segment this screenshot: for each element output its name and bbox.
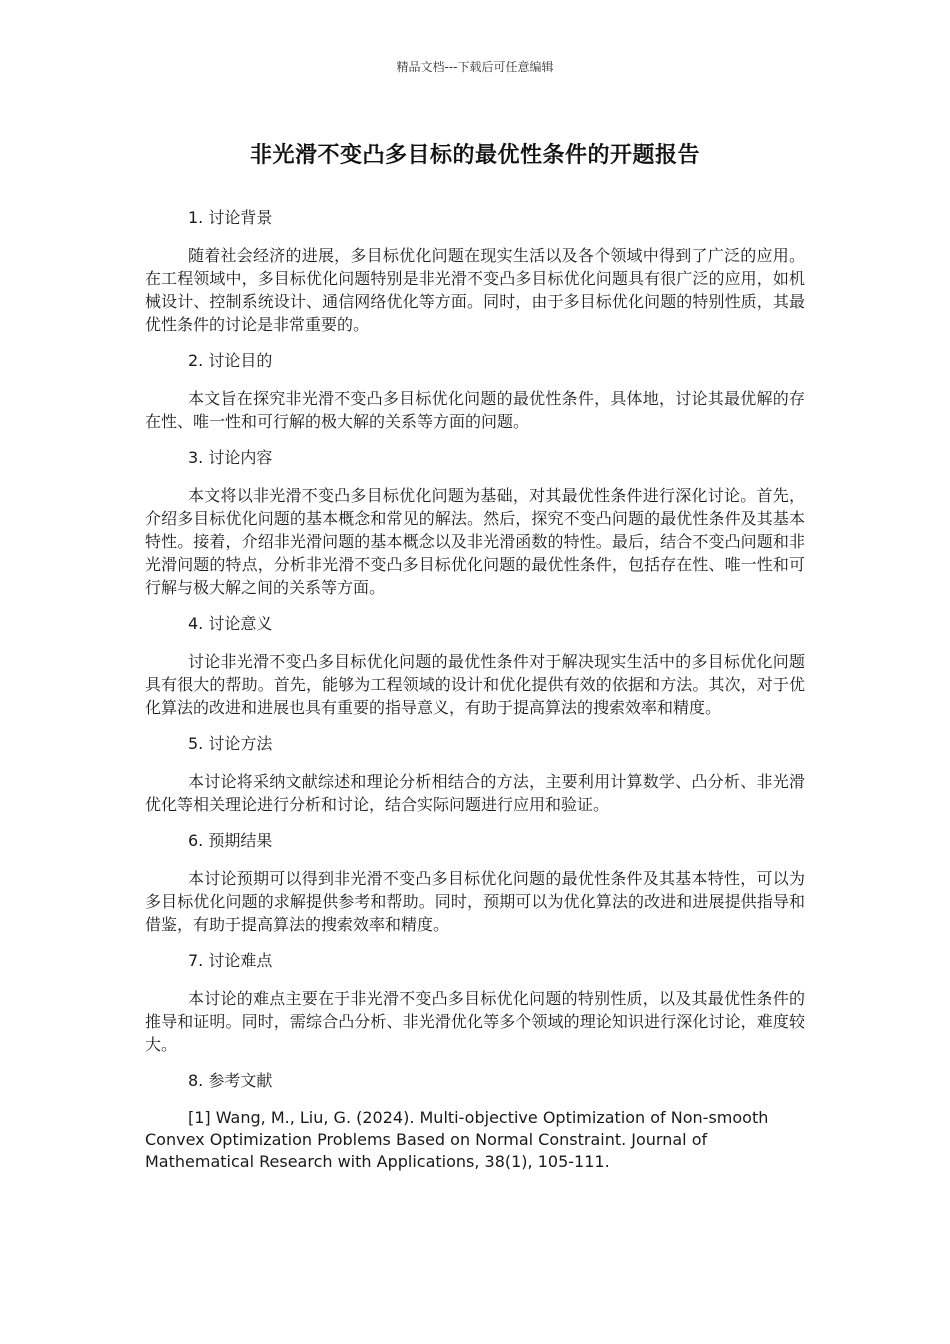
section-significance [145,612,805,719]
section-heading: 6. 预期结果 [188,831,273,850]
section-method [145,732,805,816]
reference-entry: [1] Wang, M., Liu, G. (2024). Multi-objective Optimization of Non-smooth Convex Optimization Problems Based on Normal Constraint. Journal of Mathematical Research with Applications, 38(1), 105-111. [145,1108,769,1171]
section-expected-results [145,829,805,936]
section-heading: 1. 讨论背景 [188,208,273,227]
section-heading: 3. 讨论内容 [188,448,273,467]
section-heading: 2. 讨论目的 [188,351,273,370]
section-paragraph: 本讨论的难点主要在于非光滑不变凸多目标优化问题的特别性质，以及其最优性条件的推导和证明。同时，需综合凸分析、非光滑优化等多个领域的理论知识进行深化讨论，难度较大。 [145,989,805,1054]
document-body [145,206,805,1186]
section-background [145,206,805,336]
section-paragraph: 讨论非光滑不变凸多目标优化问题的最优性条件对于解决现实生活中的多目标优化问题具有很大的帮助。首先，能够为工程领域的设计和优化提供有效的依据和方法。其次，对于优化算法的改进和进展也具有重要的指导意义，有助于提高算法的搜索效率和精度。 [145,652,805,717]
section-difficulties [145,949,805,1056]
section-purpose [145,349,805,433]
section-paragraph: 本讨论将采纳文献综述和理论分析相结合的方法，主要利用计算数学、凸分析、非光滑优化等相关理论进行分析和讨论，结合实际问题进行应用和验证。 [145,772,805,814]
section-heading: 8. 参考文献 [188,1071,273,1090]
section-paragraph: 本文将以非光滑不变凸多目标优化问题为基础，对其最优性条件进行深化讨论。首先，介绍多目标优化问题的基本概念和常见的解法。然后，探究不变凸问题的最优性条件及其基本特性。接着，介绍非光滑问题的基本概念以及非光滑函数的特性。最后，结合不变凸问题和非光滑问题的特点，分析非光滑不变凸多目标优化问题的最优性条件，包括存在性、唯一性和可行解与极大解之间的关系等方面。 [145,486,805,597]
section-content [145,446,805,599]
section-paragraph: 本讨论预期可以得到非光滑不变凸多目标优化问题的最优性条件及其基本特性，可以为多目标优化问题的求解提供参考和帮助。同时，预期可以为优化算法的改进和进展提供指导和借鉴，有助于提高算法的搜索效率和精度。 [145,869,805,934]
header-note: 精品文档---下载后可任意编辑 [396,60,554,74]
document-title: 非光滑不变凸多目标的最优性条件的开题报告 [249,143,700,168]
section-heading: 5. 讨论方法 [188,734,273,753]
section-references [145,1069,805,1173]
section-paragraph: 本文旨在探究非光滑不变凸多目标优化问题的最优性条件，具体地，讨论其最优解的存在性、唯一性和可行解的极大解的关系等方面的问题。 [145,389,805,431]
section-heading: 7. 讨论难点 [188,951,273,970]
section-paragraph: 随着社会经济的进展，多目标优化问题在现实生活以及各个领域中得到了广泛的应用。在工程领域中，多目标优化问题特别是非光滑不变凸多目标优化问题具有很广泛的应用，如机械设计、控制系统设计、通信网络优化等方面。同时，由于多目标优化问题的特别性质，其最优性条件的讨论是非常重要的。 [145,246,805,334]
section-heading: 4. 讨论意义 [188,614,273,633]
